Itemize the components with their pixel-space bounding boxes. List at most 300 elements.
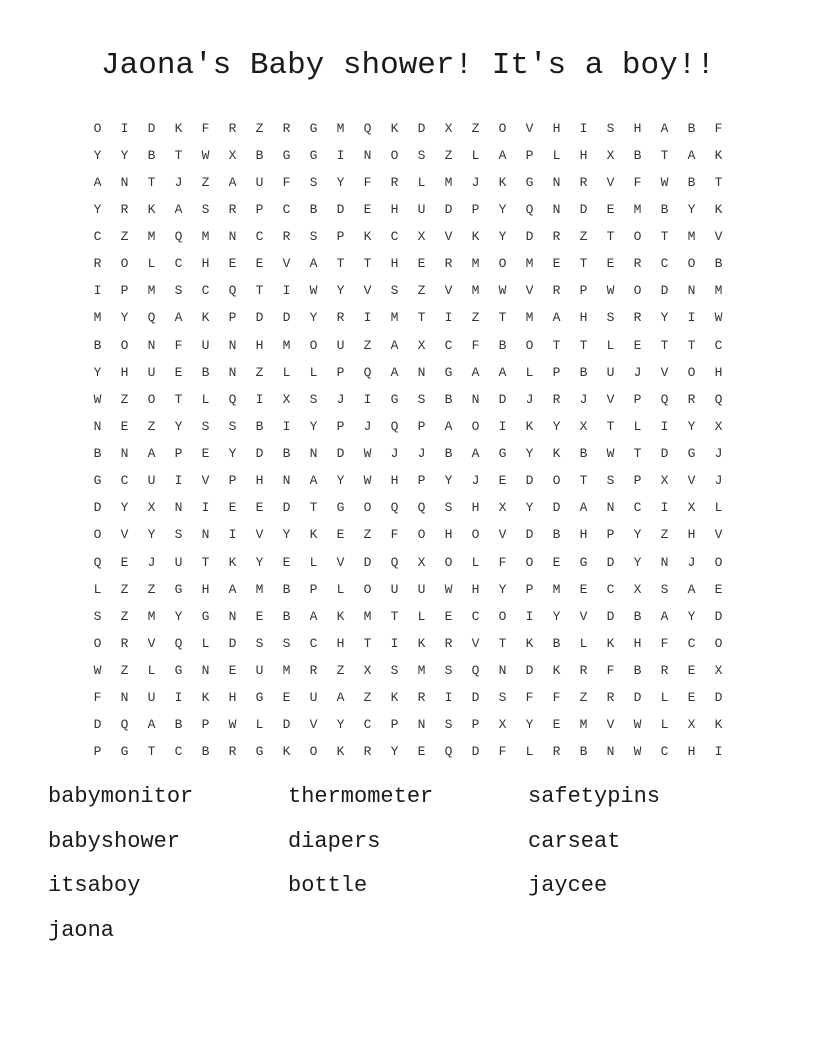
grid-letter: C bbox=[633, 500, 642, 516]
grid-letter: V bbox=[714, 527, 723, 543]
grid-row bbox=[84, 169, 732, 196]
grid-letter: L bbox=[714, 500, 723, 516]
grid-letter: B bbox=[93, 337, 102, 353]
grid-letter: V bbox=[336, 554, 345, 570]
grid-letter: N bbox=[228, 229, 237, 245]
grid-letter: M bbox=[417, 663, 426, 679]
grid-letter: A bbox=[660, 608, 669, 624]
grid-letter: P bbox=[417, 418, 426, 434]
grid-row bbox=[84, 576, 732, 603]
grid-letter: L bbox=[525, 744, 534, 760]
grid-letter: C bbox=[309, 635, 318, 651]
grid-letter: M bbox=[525, 256, 534, 272]
letter-grid bbox=[84, 115, 732, 766]
grid-letter: S bbox=[309, 174, 318, 190]
grid-letter: G bbox=[336, 500, 345, 516]
grid-letter: F bbox=[201, 120, 210, 136]
grid-letter: M bbox=[552, 581, 561, 597]
grid-letter: N bbox=[471, 391, 480, 407]
grid-letter: B bbox=[282, 446, 291, 462]
grid-letter: C bbox=[660, 256, 669, 272]
grid-letter: R bbox=[606, 690, 615, 706]
grid-letter: T bbox=[174, 391, 183, 407]
grid-letter: E bbox=[606, 201, 615, 217]
grid-letter: D bbox=[714, 690, 723, 706]
grid-letter: T bbox=[336, 256, 345, 272]
grid-letter: X bbox=[417, 554, 426, 570]
grid-letter: E bbox=[228, 500, 237, 516]
grid-row bbox=[84, 196, 732, 223]
grid-letter: T bbox=[579, 473, 588, 489]
grid-letter: P bbox=[471, 717, 480, 733]
grid-letter: B bbox=[687, 120, 696, 136]
grid-letter: A bbox=[471, 364, 480, 380]
grid-row bbox=[84, 359, 732, 386]
grid-letter: N bbox=[93, 418, 102, 434]
grid-letter: B bbox=[255, 147, 264, 163]
grid-row bbox=[84, 630, 732, 657]
grid-letter: O bbox=[633, 229, 642, 245]
grid-letter: L bbox=[471, 147, 480, 163]
grid-letter: I bbox=[687, 310, 696, 326]
grid-letter: H bbox=[714, 364, 723, 380]
grid-letter: Y bbox=[309, 310, 318, 326]
grid-letter: C bbox=[471, 608, 480, 624]
grid-letter: Q bbox=[390, 554, 399, 570]
grid-letter: A bbox=[309, 608, 318, 624]
grid-letter: P bbox=[633, 473, 642, 489]
grid-row bbox=[84, 603, 732, 630]
grid-letter: Y bbox=[336, 473, 345, 489]
grid-letter: F bbox=[606, 663, 615, 679]
grid-letter: I bbox=[201, 500, 210, 516]
grid-letter: Y bbox=[174, 608, 183, 624]
grid-letter: W bbox=[309, 283, 318, 299]
grid-letter: J bbox=[714, 473, 723, 489]
grid-letter: C bbox=[444, 337, 453, 353]
grid-letter: Z bbox=[444, 147, 453, 163]
grid-letter: E bbox=[417, 744, 426, 760]
grid-letter: L bbox=[417, 174, 426, 190]
grid-letter: T bbox=[255, 283, 264, 299]
grid-letter: R bbox=[660, 663, 669, 679]
grid-letter: D bbox=[471, 744, 480, 760]
grid-letter: S bbox=[444, 717, 453, 733]
grid-letter: M bbox=[147, 608, 156, 624]
grid-letter: R bbox=[228, 120, 237, 136]
grid-letter: N bbox=[147, 337, 156, 353]
grid-letter: O bbox=[714, 554, 723, 570]
grid-letter: Y bbox=[660, 310, 669, 326]
grid-letter: A bbox=[390, 364, 399, 380]
word-list-item: babymonitor bbox=[48, 784, 194, 809]
grid-letter: M bbox=[336, 120, 345, 136]
grid-letter: P bbox=[336, 364, 345, 380]
grid-letter: U bbox=[417, 201, 426, 217]
grid-letter: Y bbox=[174, 418, 183, 434]
grid-letter: P bbox=[471, 201, 480, 217]
grid-letter: K bbox=[525, 418, 534, 434]
grid-letter: V bbox=[606, 174, 615, 190]
grid-letter: G bbox=[255, 690, 264, 706]
grid-letter: P bbox=[525, 147, 534, 163]
grid-letter: O bbox=[525, 337, 534, 353]
grid-letter: J bbox=[363, 418, 372, 434]
grid-letter: P bbox=[606, 527, 615, 543]
grid-letter: Y bbox=[687, 201, 696, 217]
grid-letter: X bbox=[147, 500, 156, 516]
grid-row bbox=[84, 115, 732, 142]
grid-letter: F bbox=[633, 174, 642, 190]
grid-letter: L bbox=[309, 364, 318, 380]
grid-letter: W bbox=[93, 391, 102, 407]
grid-letter: A bbox=[147, 717, 156, 733]
grid-letter: B bbox=[444, 391, 453, 407]
grid-letter: I bbox=[174, 473, 183, 489]
grid-letter: U bbox=[147, 364, 156, 380]
grid-letter: X bbox=[687, 717, 696, 733]
grid-letter: R bbox=[120, 635, 129, 651]
grid-letter: P bbox=[579, 283, 588, 299]
grid-letter: P bbox=[174, 446, 183, 462]
grid-letter: U bbox=[174, 554, 183, 570]
grid-letter: A bbox=[228, 174, 237, 190]
grid-letter: M bbox=[201, 229, 210, 245]
grid-letter: G bbox=[120, 744, 129, 760]
grid-letter: K bbox=[228, 554, 237, 570]
grid-letter: B bbox=[714, 256, 723, 272]
grid-letter: Z bbox=[201, 174, 210, 190]
grid-letter: O bbox=[363, 500, 372, 516]
grid-letter: G bbox=[687, 446, 696, 462]
grid-letter: A bbox=[174, 310, 183, 326]
grid-letter: B bbox=[660, 201, 669, 217]
grid-letter: X bbox=[417, 229, 426, 245]
grid-letter: L bbox=[660, 717, 669, 733]
grid-letter: E bbox=[282, 690, 291, 706]
grid-letter: Z bbox=[660, 527, 669, 543]
grid-letter: Z bbox=[579, 229, 588, 245]
grid-letter: A bbox=[390, 337, 399, 353]
grid-letter: D bbox=[417, 120, 426, 136]
grid-letter: O bbox=[633, 283, 642, 299]
grid-letter: K bbox=[390, 690, 399, 706]
grid-letter: D bbox=[525, 473, 534, 489]
grid-letter: Z bbox=[120, 581, 129, 597]
grid-letter: T bbox=[660, 229, 669, 245]
grid-letter: I bbox=[444, 310, 453, 326]
grid-letter: T bbox=[498, 635, 507, 651]
grid-letter: N bbox=[687, 283, 696, 299]
grid-letter: R bbox=[336, 310, 345, 326]
grid-letter: M bbox=[363, 608, 372, 624]
grid-row bbox=[84, 305, 732, 332]
grid-letter: H bbox=[444, 527, 453, 543]
grid-letter: Y bbox=[525, 446, 534, 462]
grid-letter: O bbox=[417, 527, 426, 543]
grid-letter: F bbox=[363, 174, 372, 190]
grid-letter: C bbox=[93, 229, 102, 245]
grid-letter: H bbox=[687, 527, 696, 543]
grid-letter: D bbox=[444, 201, 453, 217]
grid-letter: I bbox=[228, 527, 237, 543]
grid-letter: P bbox=[336, 418, 345, 434]
grid-letter: O bbox=[93, 527, 102, 543]
grid-letter: Y bbox=[444, 473, 453, 489]
grid-letter: O bbox=[309, 744, 318, 760]
grid-letter: X bbox=[660, 473, 669, 489]
grid-letter: Z bbox=[336, 663, 345, 679]
grid-letter: Y bbox=[120, 500, 129, 516]
grid-row bbox=[84, 522, 732, 549]
grid-letter: F bbox=[471, 337, 480, 353]
grid-letter: R bbox=[282, 120, 291, 136]
grid-letter: I bbox=[93, 283, 102, 299]
grid-letter: Q bbox=[390, 500, 399, 516]
grid-letter: Y bbox=[498, 229, 507, 245]
grid-letter: V bbox=[120, 527, 129, 543]
word-list-item: thermometer bbox=[288, 784, 434, 809]
grid-letter: L bbox=[579, 635, 588, 651]
grid-letter: V bbox=[525, 283, 534, 299]
grid-letter: K bbox=[525, 635, 534, 651]
grid-letter: T bbox=[147, 744, 156, 760]
grid-letter: E bbox=[336, 527, 345, 543]
grid-letter: I bbox=[255, 391, 264, 407]
grid-letter: V bbox=[525, 120, 534, 136]
grid-letter: S bbox=[174, 283, 183, 299]
grid-letter: K bbox=[552, 663, 561, 679]
grid-letter: J bbox=[471, 473, 480, 489]
grid-letter: O bbox=[471, 527, 480, 543]
grid-letter: M bbox=[525, 310, 534, 326]
word-list-item: babyshower bbox=[48, 828, 181, 854]
grid-letter: V bbox=[606, 391, 615, 407]
grid-letter: F bbox=[552, 690, 561, 706]
grid-letter: S bbox=[660, 581, 669, 597]
grid-letter: P bbox=[309, 581, 318, 597]
grid-letter: M bbox=[390, 310, 399, 326]
grid-letter: Z bbox=[363, 337, 372, 353]
grid-letter: T bbox=[579, 337, 588, 353]
grid-letter: I bbox=[120, 120, 129, 136]
grid-letter: Z bbox=[579, 690, 588, 706]
grid-letter: W bbox=[633, 717, 642, 733]
grid-letter: R bbox=[633, 310, 642, 326]
grid-letter: Y bbox=[228, 446, 237, 462]
grid-letter: V bbox=[660, 364, 669, 380]
grid-letter: T bbox=[660, 147, 669, 163]
grid-letter: V bbox=[606, 717, 615, 733]
grid-letter: L bbox=[93, 581, 102, 597]
grid-letter: I bbox=[282, 283, 291, 299]
grid-letter: S bbox=[309, 229, 318, 245]
grid-letter: A bbox=[687, 147, 696, 163]
grid-letter: X bbox=[363, 663, 372, 679]
grid-letter: D bbox=[255, 446, 264, 462]
grid-letter: M bbox=[471, 256, 480, 272]
grid-letter: R bbox=[417, 690, 426, 706]
grid-letter: V bbox=[687, 473, 696, 489]
grid-letter: N bbox=[201, 527, 210, 543]
grid-letter: X bbox=[687, 500, 696, 516]
grid-row bbox=[84, 658, 732, 685]
grid-letter: G bbox=[390, 391, 399, 407]
grid-letter: W bbox=[93, 663, 102, 679]
grid-letter: B bbox=[579, 446, 588, 462]
grid-letter: B bbox=[687, 174, 696, 190]
grid-letter: O bbox=[93, 120, 102, 136]
grid-letter: T bbox=[606, 229, 615, 245]
grid-letter: S bbox=[606, 473, 615, 489]
grid-letter: Y bbox=[552, 608, 561, 624]
grid-letter: E bbox=[606, 256, 615, 272]
grid-letter: H bbox=[336, 635, 345, 651]
grid-letter: R bbox=[633, 256, 642, 272]
grid-letter: I bbox=[525, 608, 534, 624]
grid-letter: Z bbox=[147, 418, 156, 434]
grid-row bbox=[84, 251, 732, 278]
grid-letter: E bbox=[201, 446, 210, 462]
grid-row bbox=[84, 142, 732, 169]
grid-letter: K bbox=[417, 635, 426, 651]
grid-letter: E bbox=[228, 663, 237, 679]
word-list-item: bottle bbox=[288, 873, 368, 898]
grid-letter: Y bbox=[93, 364, 102, 380]
grid-letter: D bbox=[525, 663, 534, 679]
grid-letter: A bbox=[498, 364, 507, 380]
grid-letter: K bbox=[201, 310, 210, 326]
grid-letter: M bbox=[255, 581, 264, 597]
grid-letter: B bbox=[579, 364, 588, 380]
grid-letter: T bbox=[309, 500, 318, 516]
grid-letter: O bbox=[498, 120, 507, 136]
grid-letter: B bbox=[552, 635, 561, 651]
grid-letter: O bbox=[552, 473, 561, 489]
grid-letter: M bbox=[282, 337, 291, 353]
grid-letter: R bbox=[228, 201, 237, 217]
grid-letter: K bbox=[606, 635, 615, 651]
grid-letter: U bbox=[147, 690, 156, 706]
grid-letter: Q bbox=[525, 201, 534, 217]
grid-letter: D bbox=[255, 310, 264, 326]
grid-letter: K bbox=[363, 229, 372, 245]
grid-letter: X bbox=[498, 717, 507, 733]
grid-letter: S bbox=[282, 635, 291, 651]
grid-letter: H bbox=[633, 635, 642, 651]
grid-letter: V bbox=[363, 283, 372, 299]
grid-letter: J bbox=[714, 446, 723, 462]
grid-letter: F bbox=[282, 174, 291, 190]
grid-letter: J bbox=[525, 391, 534, 407]
grid-letter: P bbox=[201, 717, 210, 733]
page-title: Jaona's Baby shower! It's a boy!! bbox=[101, 48, 715, 83]
grid-letter: N bbox=[228, 337, 237, 353]
grid-letter: B bbox=[282, 581, 291, 597]
grid-letter: R bbox=[309, 663, 318, 679]
grid-row bbox=[84, 495, 732, 522]
grid-letter: L bbox=[633, 418, 642, 434]
grid-letter: V bbox=[444, 283, 453, 299]
grid-letter: Q bbox=[390, 418, 399, 434]
grid-letter: W bbox=[606, 446, 615, 462]
grid-letter: F bbox=[390, 527, 399, 543]
grid-letter: R bbox=[444, 256, 453, 272]
grid-letter: N bbox=[552, 201, 561, 217]
grid-letter: W bbox=[606, 283, 615, 299]
grid-letter: H bbox=[552, 120, 561, 136]
grid-letter: J bbox=[336, 391, 345, 407]
grid-letter: U bbox=[417, 581, 426, 597]
grid-letter: L bbox=[660, 690, 669, 706]
grid-letter: Y bbox=[336, 717, 345, 733]
grid-letter: J bbox=[687, 554, 696, 570]
grid-letter: E bbox=[120, 418, 129, 434]
grid-letter: U bbox=[336, 337, 345, 353]
grid-letter: E bbox=[417, 256, 426, 272]
grid-letter: M bbox=[147, 283, 156, 299]
grid-letter: W bbox=[228, 717, 237, 733]
grid-letter: F bbox=[660, 635, 669, 651]
grid-letter: Q bbox=[363, 364, 372, 380]
grid-letter: H bbox=[255, 337, 264, 353]
grid-letter: V bbox=[579, 608, 588, 624]
grid-letter: W bbox=[363, 446, 372, 462]
grid-letter: W bbox=[363, 473, 372, 489]
grid-letter: U bbox=[201, 337, 210, 353]
grid-letter: T bbox=[174, 147, 183, 163]
grid-letter: A bbox=[444, 418, 453, 434]
grid-row bbox=[84, 441, 732, 468]
grid-letter: L bbox=[147, 256, 156, 272]
grid-letter: L bbox=[282, 364, 291, 380]
grid-letter: T bbox=[363, 256, 372, 272]
grid-letter: D bbox=[282, 310, 291, 326]
grid-letter: R bbox=[579, 174, 588, 190]
grid-letter: T bbox=[363, 635, 372, 651]
grid-letter: S bbox=[174, 527, 183, 543]
grid-letter: R bbox=[120, 201, 129, 217]
grid-letter: K bbox=[390, 120, 399, 136]
grid-letter: G bbox=[174, 663, 183, 679]
grid-letter: N bbox=[309, 446, 318, 462]
grid-letter: X bbox=[228, 147, 237, 163]
grid-letter: O bbox=[444, 554, 453, 570]
grid-letter: Z bbox=[471, 310, 480, 326]
grid-letter: T bbox=[714, 174, 723, 190]
grid-letter: S bbox=[417, 391, 426, 407]
grid-letter: E bbox=[552, 717, 561, 733]
grid-letter: A bbox=[687, 581, 696, 597]
grid-letter: K bbox=[714, 201, 723, 217]
grid-letter: D bbox=[336, 201, 345, 217]
grid-letter: G bbox=[174, 581, 183, 597]
grid-letter: L bbox=[552, 147, 561, 163]
grid-row bbox=[84, 413, 732, 440]
grid-letter: D bbox=[498, 391, 507, 407]
grid-letter: H bbox=[471, 500, 480, 516]
word-list-item: itsaboy bbox=[48, 873, 141, 898]
grid-letter: Y bbox=[93, 147, 102, 163]
grid-letter: T bbox=[390, 608, 399, 624]
grid-letter: K bbox=[201, 690, 210, 706]
grid-letter: E bbox=[552, 256, 561, 272]
grid-letter: Q bbox=[228, 283, 237, 299]
grid-letter: E bbox=[498, 473, 507, 489]
grid-letter: J bbox=[147, 554, 156, 570]
grid-letter: Y bbox=[552, 418, 561, 434]
grid-letter: E bbox=[444, 608, 453, 624]
